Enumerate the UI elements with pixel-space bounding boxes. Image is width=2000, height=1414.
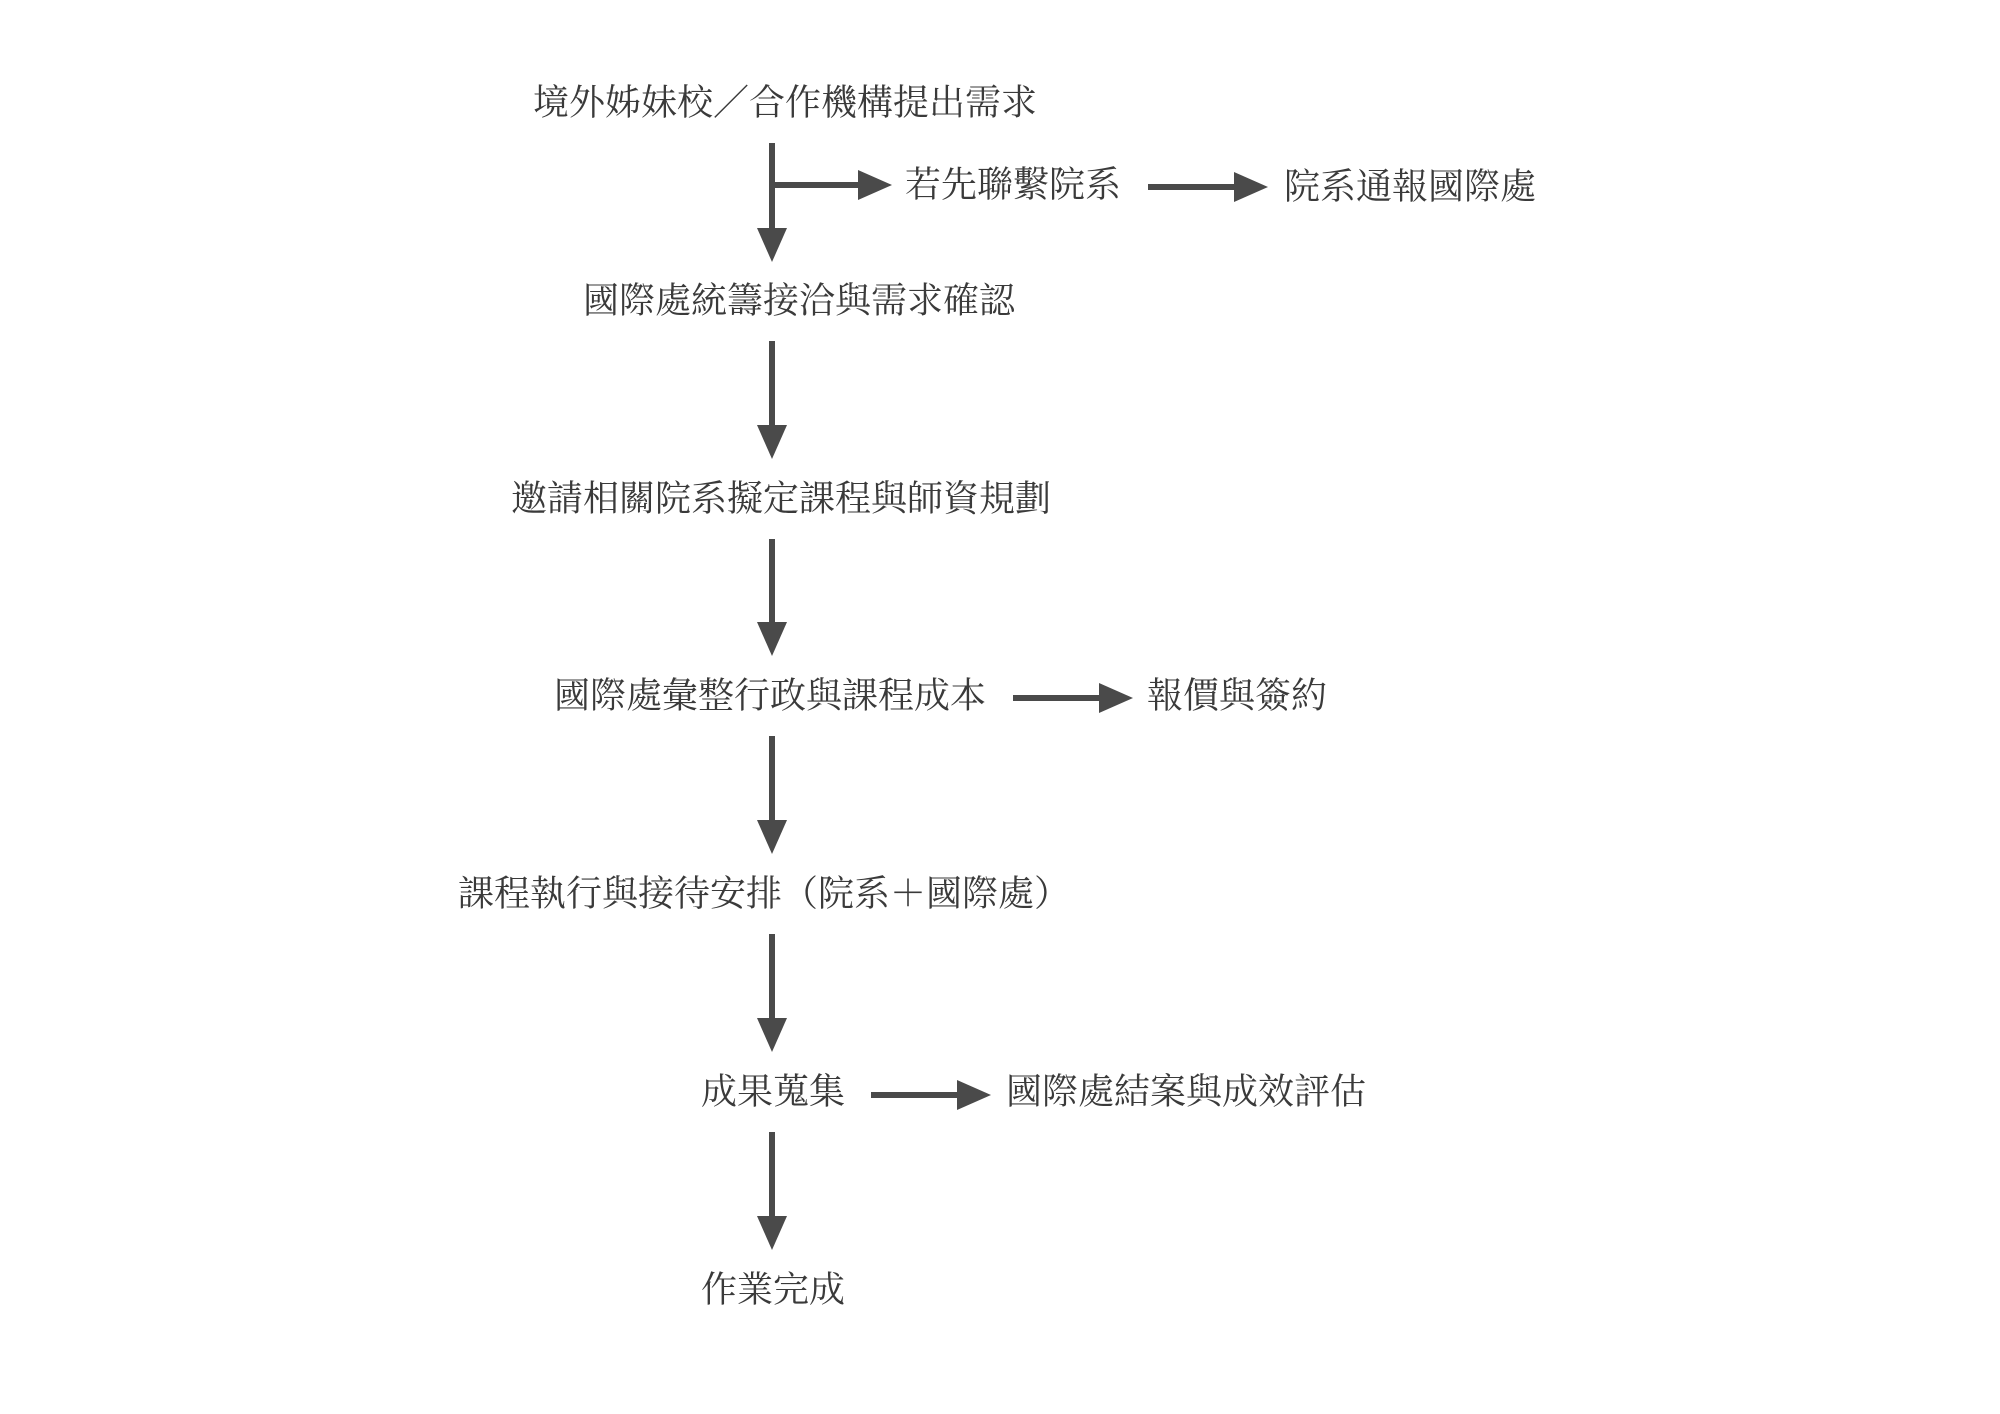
side-department-notify: 院系通報國際處 [1284,166,1537,208]
step-cost-compilation: 國際處彙整行政與課程成本 [553,675,987,717]
step-result-collection: 成果蒐集 [700,1071,846,1113]
step-department-planning: 邀請相關院系擬定課程與師資規劃 [510,478,1052,520]
arrow-down-2 [757,341,787,459]
arrow-right-quote-and-sign [1013,683,1133,713]
arrow-down-4 [757,736,787,854]
arrow-down-6 [757,1132,787,1250]
arrow-right-closing-evaluation [871,1080,991,1110]
arrow-right-department-notify [1148,172,1268,202]
arrow-down-3 [757,539,787,656]
arrow-down-1 [757,143,787,262]
arrow-down-5 [757,934,787,1052]
arrow-right-contact-department [772,170,892,200]
step-completed: 作業完成 [700,1269,846,1311]
step-partner-request: 境外姊妹校／合作機構提出需求 [532,82,1038,124]
step-intl-office-coordination: 國際處統籌接洽與需求確認 [582,280,1016,322]
side-quote-and-sign: 報價與簽約 [1147,675,1328,717]
step-course-execution: 課程執行與接待安排（院系＋國際處） [457,873,1071,915]
side-closing-evaluation: 國際處結案與成效評估 [1006,1071,1367,1113]
side-contact-department: 若先聯繫院系 [905,164,1122,206]
